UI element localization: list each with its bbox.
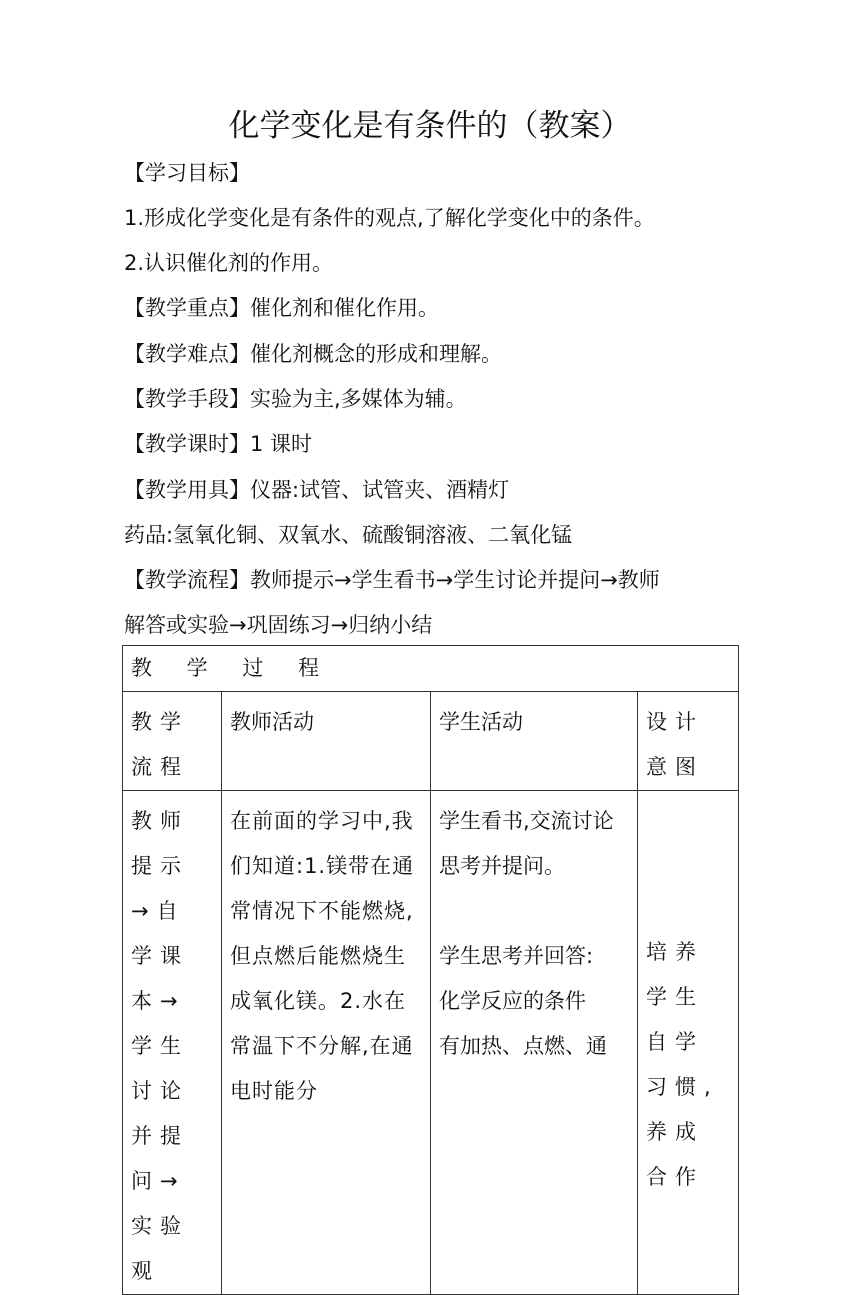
table-title: 教 学 过 程	[123, 646, 739, 692]
teaching-flow-line-2: 解答或实验→巩固练习→归纳小结	[124, 613, 433, 637]
teaching-difficulty: 【教学难点】催化剂概念的形成和理解。	[124, 342, 502, 366]
learning-goal-1: 1.形成化学变化是有条件的观点,了解化学变化中的条件。	[124, 206, 655, 230]
student-activity-line: 有加热、点燃、通	[439, 1034, 607, 1058]
student-activity-line: 学生看书,交流讨论思考并提问。	[439, 809, 614, 878]
learning-goal-2: 2.认识催化剂的作用。	[124, 251, 334, 275]
header-student-activity: 学生活动	[431, 692, 638, 791]
learning-goals-heading: 【学习目标】	[124, 161, 250, 185]
cell-teacher-activity: 在前面的学习中,我们知道:1.镁带在通常情况下不能燃烧,但点燃后能燃烧生成氧化镁。2.水在常温下不分解,在通电时能分	[222, 791, 431, 1295]
header-flow: 教学流程	[123, 692, 222, 791]
teaching-tools: 【教学用具】仪器:试管、试管夹、酒精灯	[124, 478, 510, 502]
chemicals-list: 药品:氢氧化铜、双氧水、硫酸铜溶液、二氧化锰	[124, 523, 573, 547]
cell-student-activity	[431, 791, 638, 1295]
table-title-row	[123, 646, 739, 692]
header-teacher-activity: 教师活动	[222, 692, 431, 791]
header-design-intent: 设计意图	[638, 692, 739, 791]
teaching-hours: 【教学课时】1 课时	[124, 432, 313, 456]
cell-design-intent: 培养学生自学习惯,养成合作	[638, 791, 739, 1295]
student-activity-line: 学生思考并回答:	[439, 944, 594, 968]
table-row	[123, 791, 739, 1295]
table-header-row	[123, 692, 739, 791]
student-activity-line: 化学反应的条件	[439, 989, 586, 1013]
teaching-means: 【教学手段】实验为主,多媒体为辅。	[124, 387, 467, 411]
teaching-process-table	[122, 645, 739, 1295]
cell-flow: 教师提示→自学课本→学生讨论并提问→实验观	[123, 791, 222, 1295]
teaching-flow-line-1: 【教学流程】教师提示→学生看书→学生讨论并提问→教师	[124, 568, 660, 592]
document-title: 化学变化是有条件的（教案）	[228, 108, 632, 144]
teaching-key-point: 【教学重点】催化剂和催化作用。	[124, 296, 439, 320]
